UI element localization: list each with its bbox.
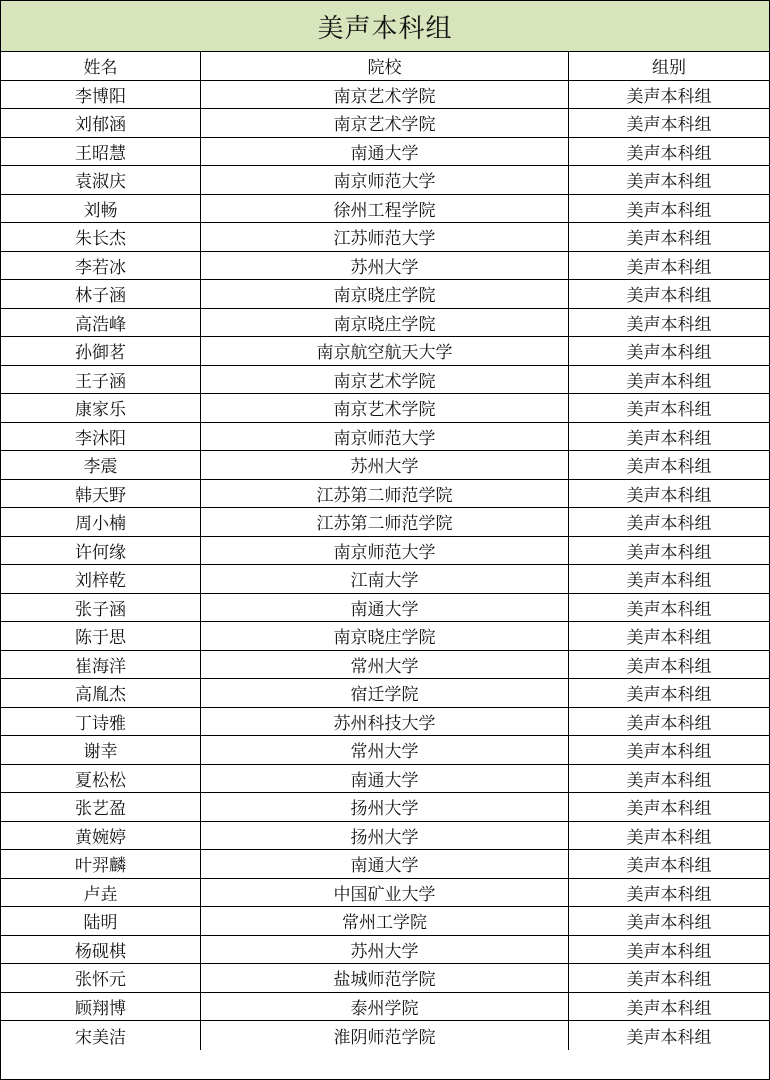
cell-group: 美声本科组 — [626, 685, 712, 706]
cell-group: 美声本科组 — [626, 998, 712, 1019]
cell-name: 林子涵 — [1, 280, 201, 308]
cell-school: 常州大学 — [201, 736, 569, 764]
cell-group: 美声本科组 — [626, 970, 712, 991]
cell-name: 陆明 — [1, 907, 201, 935]
cell-school: 中国矿业大学 — [201, 879, 569, 907]
table-header-row — [1, 52, 769, 81]
header-group: 组别 — [652, 58, 686, 79]
table-row — [1, 1021, 769, 1050]
cell-name: 张艺盈 — [1, 793, 201, 821]
table-row — [1, 879, 769, 908]
cell-group: 美声本科组 — [626, 314, 712, 335]
cell-school: 常州工学院 — [201, 907, 569, 935]
cell-group: 美声本科组 — [626, 628, 712, 649]
cell-name: 高浩峰 — [1, 309, 201, 337]
cell-school: 江南大学 — [201, 565, 569, 593]
cell-name: 卢垚 — [1, 879, 201, 907]
table-row — [1, 280, 769, 309]
cell-group: 美声本科组 — [626, 371, 712, 392]
cell-name: 谢幸 — [1, 736, 201, 764]
cell-school: 江苏师范大学 — [201, 223, 569, 251]
cell-name: 宋美洁 — [1, 1021, 201, 1050]
table-row — [1, 252, 769, 281]
cell-school: 南通大学 — [201, 138, 569, 166]
table-row — [1, 565, 769, 594]
cell-name: 丁诗雅 — [1, 708, 201, 736]
cell-name: 夏松松 — [1, 765, 201, 793]
table-row — [1, 109, 769, 138]
cell-school: 南通大学 — [201, 850, 569, 878]
cell-school: 淮阴师范学院 — [201, 1021, 569, 1050]
cell-group: 美声本科组 — [626, 1027, 712, 1048]
cell-school: 南京师范大学 — [201, 423, 569, 451]
cell-group: 美声本科组 — [626, 856, 712, 877]
cell-group: 美声本科组 — [626, 514, 712, 535]
table-row — [1, 964, 769, 993]
cell-name: 陈于思 — [1, 622, 201, 650]
cell-name: 李博阳 — [1, 81, 201, 109]
cell-name: 黄婉婷 — [1, 822, 201, 850]
cell-school: 南京艺术学院 — [201, 109, 569, 137]
cell-group: 美声本科组 — [626, 143, 712, 164]
cell-name: 张怀元 — [1, 964, 201, 992]
cell-name: 王昭慧 — [1, 138, 201, 166]
cell-name: 刘畅 — [1, 195, 201, 223]
cell-name: 高胤杰 — [1, 679, 201, 707]
table-row — [1, 622, 769, 651]
cell-school: 扬州大学 — [201, 793, 569, 821]
cell-group: 美声本科组 — [626, 229, 712, 250]
cell-group: 美声本科组 — [626, 542, 712, 563]
cell-school: 苏州科技大学 — [201, 708, 569, 736]
cell-group: 美声本科组 — [626, 713, 712, 734]
cell-group: 美声本科组 — [626, 115, 712, 136]
cell-name: 刘郁涵 — [1, 109, 201, 137]
cell-school: 南京师范大学 — [201, 166, 569, 194]
table-row — [1, 138, 769, 167]
table-row — [1, 708, 769, 737]
table-row — [1, 480, 769, 509]
table-row — [1, 907, 769, 936]
cell-school: 南京艺术学院 — [201, 394, 569, 422]
table-row — [1, 81, 769, 110]
sheet-title: 美声本科组 — [1, 1, 769, 52]
table-row — [1, 337, 769, 366]
table-row — [1, 936, 769, 965]
cell-group: 美声本科组 — [626, 884, 712, 905]
cell-name: 周小楠 — [1, 508, 201, 536]
results-table — [1, 52, 769, 1050]
table-row — [1, 850, 769, 879]
cell-school: 苏州大学 — [201, 252, 569, 280]
table-row — [1, 166, 769, 195]
cell-name: 孙御茗 — [1, 337, 201, 365]
cell-school: 南京晓庄学院 — [201, 309, 569, 337]
cell-group: 美声本科组 — [626, 86, 712, 107]
cell-school: 常州大学 — [201, 651, 569, 679]
cell-school: 盐城师范学院 — [201, 964, 569, 992]
cell-name: 李若冰 — [1, 252, 201, 280]
table-row — [1, 423, 769, 452]
table-row — [1, 366, 769, 395]
cell-group: 美声本科组 — [626, 172, 712, 193]
cell-name: 王子涵 — [1, 366, 201, 394]
table-row — [1, 508, 769, 537]
cell-group: 美声本科组 — [626, 799, 712, 820]
cell-group: 美声本科组 — [626, 343, 712, 364]
table-row — [1, 451, 769, 480]
cell-school: 南京艺术学院 — [201, 81, 569, 109]
cell-name: 许何缘 — [1, 537, 201, 565]
table-row — [1, 195, 769, 224]
cell-name: 刘梓乾 — [1, 565, 201, 593]
table-row — [1, 736, 769, 765]
cell-group: 美声本科组 — [626, 257, 712, 278]
table-row — [1, 309, 769, 338]
table-row — [1, 651, 769, 680]
table-row — [1, 765, 769, 794]
table-row — [1, 223, 769, 252]
cell-group: 美声本科组 — [626, 913, 712, 934]
cell-group: 美声本科组 — [626, 400, 712, 421]
cell-name: 袁淑庆 — [1, 166, 201, 194]
cell-school: 南京艺术学院 — [201, 366, 569, 394]
cell-school: 苏州大学 — [201, 451, 569, 479]
cell-group: 美声本科组 — [626, 827, 712, 848]
cell-group: 美声本科组 — [626, 656, 712, 677]
cell-school: 扬州大学 — [201, 822, 569, 850]
cell-school: 南京晓庄学院 — [201, 280, 569, 308]
table-row — [1, 394, 769, 423]
cell-group: 美声本科组 — [626, 286, 712, 307]
cell-name: 顾翔博 — [1, 993, 201, 1021]
table-row — [1, 679, 769, 708]
cell-group: 美声本科组 — [626, 200, 712, 221]
cell-group: 美声本科组 — [626, 770, 712, 791]
header-name: 姓名 — [1, 52, 201, 80]
cell-school: 南通大学 — [201, 594, 569, 622]
cell-school: 宿迁学院 — [201, 679, 569, 707]
cell-school: 泰州学院 — [201, 993, 569, 1021]
cell-school: 南通大学 — [201, 765, 569, 793]
table-row — [1, 822, 769, 851]
cell-group: 美声本科组 — [626, 428, 712, 449]
cell-school: 苏州大学 — [201, 936, 569, 964]
cell-group: 美声本科组 — [626, 457, 712, 478]
cell-school: 江苏第二师范学院 — [201, 508, 569, 536]
cell-school: 徐州工程学院 — [201, 195, 569, 223]
cell-name: 叶羿麟 — [1, 850, 201, 878]
table-row — [1, 537, 769, 566]
table-row — [1, 793, 769, 822]
cell-school: 南京航空航天大学 — [201, 337, 569, 365]
cell-group: 美声本科组 — [626, 941, 712, 962]
cell-group: 美声本科组 — [626, 599, 712, 620]
cell-name: 韩天野 — [1, 480, 201, 508]
cell-name: 朱长杰 — [1, 223, 201, 251]
cell-name: 张子涵 — [1, 594, 201, 622]
cell-school: 江苏第二师范学院 — [201, 480, 569, 508]
cell-group: 美声本科组 — [626, 571, 712, 592]
cell-group: 美声本科组 — [626, 485, 712, 506]
header-school: 院校 — [201, 52, 569, 80]
cell-school: 南京师范大学 — [201, 537, 569, 565]
cell-name: 李沐阳 — [1, 423, 201, 451]
table-row — [1, 594, 769, 623]
table-row — [1, 993, 769, 1022]
cell-name: 杨砚棋 — [1, 936, 201, 964]
cell-name: 康家乐 — [1, 394, 201, 422]
cell-name: 李震 — [1, 451, 201, 479]
cell-school: 南京晓庄学院 — [201, 622, 569, 650]
cell-group: 美声本科组 — [626, 742, 712, 763]
cell-name: 崔海洋 — [1, 651, 201, 679]
